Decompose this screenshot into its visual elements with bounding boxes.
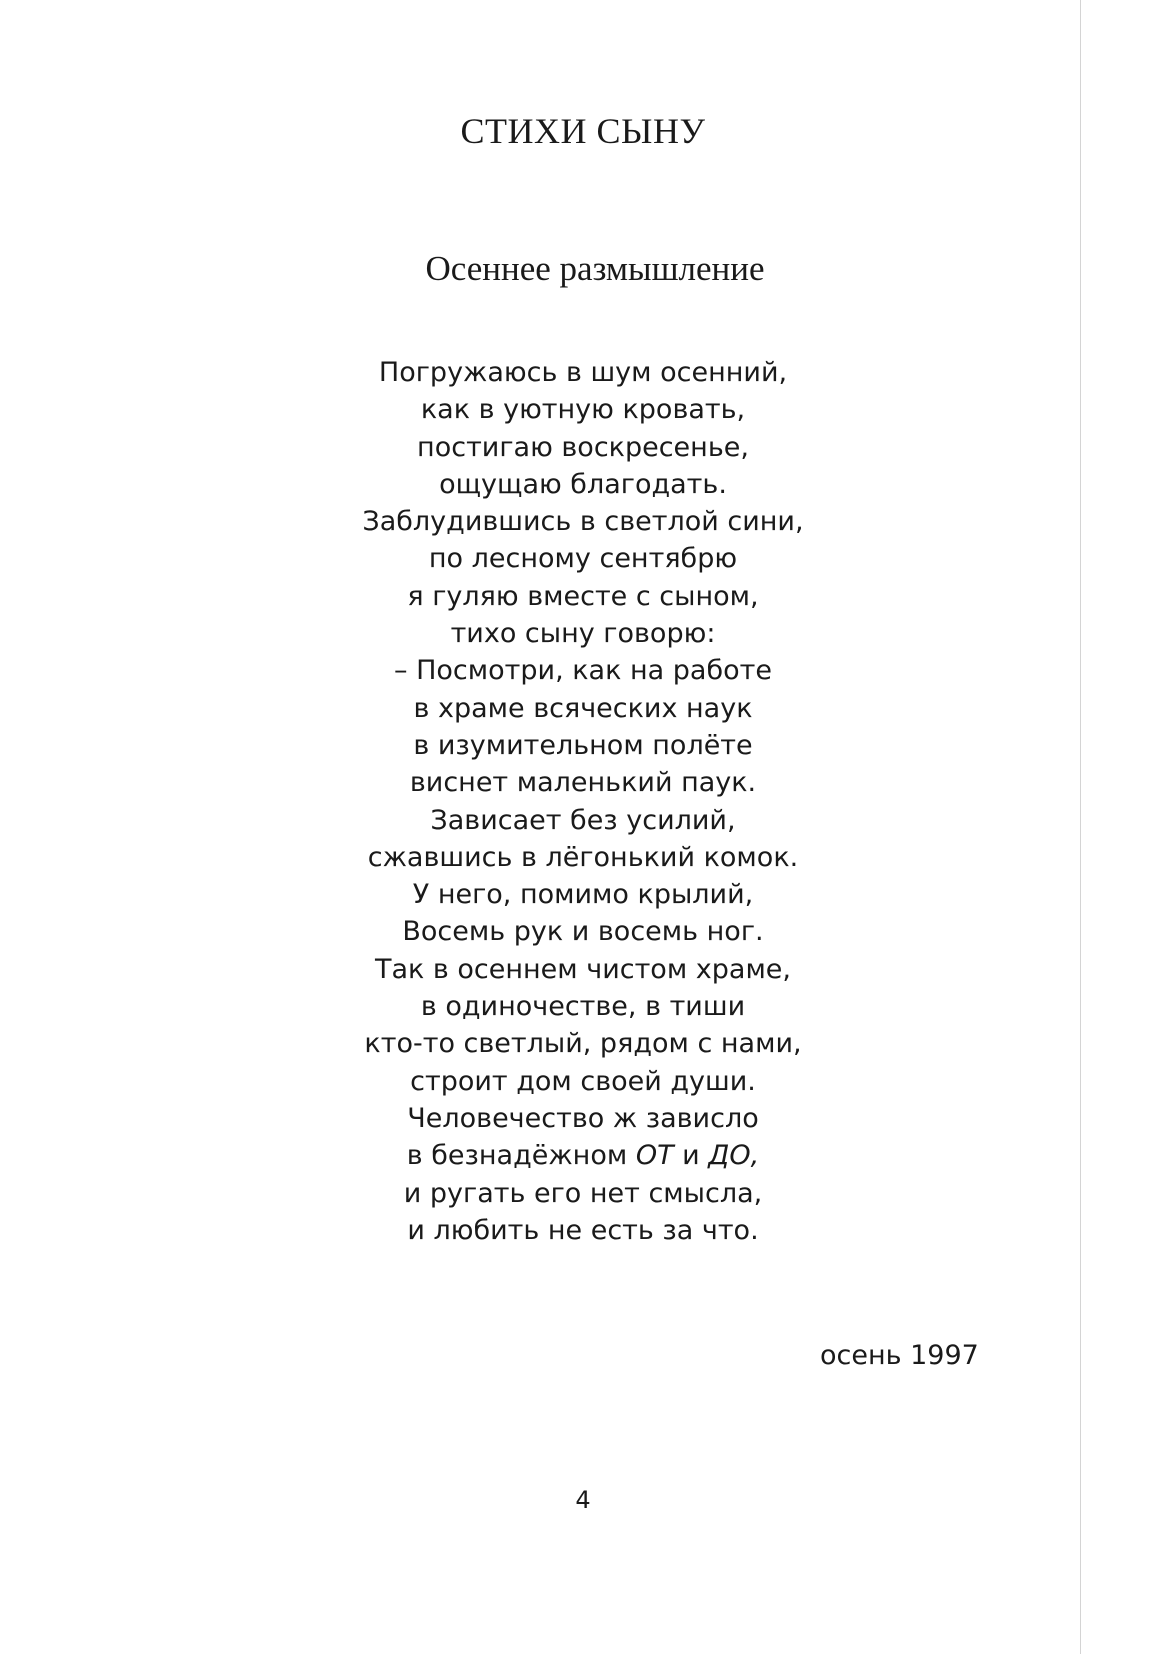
poem-line [0, 1100, 1166, 1137]
poem-line-text: тихо сыну говорю: [450, 618, 716, 650]
poem-line [0, 429, 1166, 466]
poem-line-text: Погружаюсь в шум осенний, [378, 357, 788, 388]
section-title: СТИХИ СЫНУ [460, 111, 706, 151]
poem-line-text: Восемь рук и восемь ног. [402, 916, 764, 948]
poem-line-text: Зависает без усилий, [430, 804, 736, 836]
poem-line [0, 1212, 1166, 1249]
poem-line-text: постигаю воскресенье, [417, 431, 749, 463]
poem-line [0, 764, 1166, 801]
poem-line-text: и ругать его нет смысла, [403, 1177, 763, 1209]
poem-line-text: в одиночестве, в тиши [420, 991, 746, 1023]
poem-line [0, 615, 1166, 652]
poem-line [0, 391, 1166, 428]
poem-line [0, 876, 1166, 913]
poem-line [0, 1175, 1166, 1212]
poem-line-text: как в уютную кровать, [420, 394, 746, 426]
poem-line-text: виснет маленький паук. [409, 767, 757, 799]
poem-line-text: Заблудившись в светлой сини, [362, 506, 804, 538]
poem-line-text: я гуляю вместе с сыном, [407, 580, 759, 612]
poem-line-italic-text: ДО, [708, 1140, 760, 1172]
poem-line-italic-text: ОТ [635, 1140, 674, 1172]
poem-line-text: сжавшись в лёгонький комок. [367, 841, 799, 873]
page-number: 4 [575, 1486, 591, 1514]
poem-body [0, 354, 1166, 1249]
poem-line [0, 988, 1166, 1025]
poem-line-text: строит дом своей души. [410, 1065, 756, 1097]
poem-line [0, 1025, 1166, 1062]
poem-line-text: кто-то светлый, рядом с нами, [364, 1028, 802, 1060]
poem-line-text: Человечество ж зависло [407, 1102, 759, 1134]
poem-line-text: У него, помимо крылий, [412, 879, 754, 911]
poem-line [0, 466, 1166, 503]
poem-line-text: в храме всяческих наук [413, 692, 753, 724]
poem-line [0, 540, 1166, 577]
poem-line [0, 839, 1166, 876]
poem-line [0, 652, 1166, 689]
poem-line-text: и любить не есть за что. [407, 1214, 759, 1246]
poem-line [0, 802, 1166, 839]
poem-line-text: ощущаю благодать. [439, 468, 727, 500]
poem-line [0, 354, 1166, 391]
poem-line [0, 1063, 1166, 1100]
poem-line-text: по лесному сентябрю [428, 543, 738, 575]
poem-line [0, 578, 1166, 615]
poem-line [0, 727, 1166, 764]
poem-line-text: и [673, 1140, 709, 1172]
poem-line [0, 690, 1166, 727]
poem-date: осень 1997 [820, 1340, 979, 1371]
poem-line [0, 1137, 1166, 1174]
poem-line-text: – Посмотри, как на работе [394, 655, 772, 687]
poem-line [0, 913, 1166, 950]
poem-line-text: Так в осеннем чистом храме, [374, 953, 792, 985]
poem-title: Осеннее размышление [425, 249, 765, 288]
poem-line-text: в безнадёжном [406, 1140, 636, 1172]
poem-line-text: в изумительном полёте [413, 729, 753, 761]
poem-line [0, 951, 1166, 988]
poem-line [0, 503, 1166, 540]
